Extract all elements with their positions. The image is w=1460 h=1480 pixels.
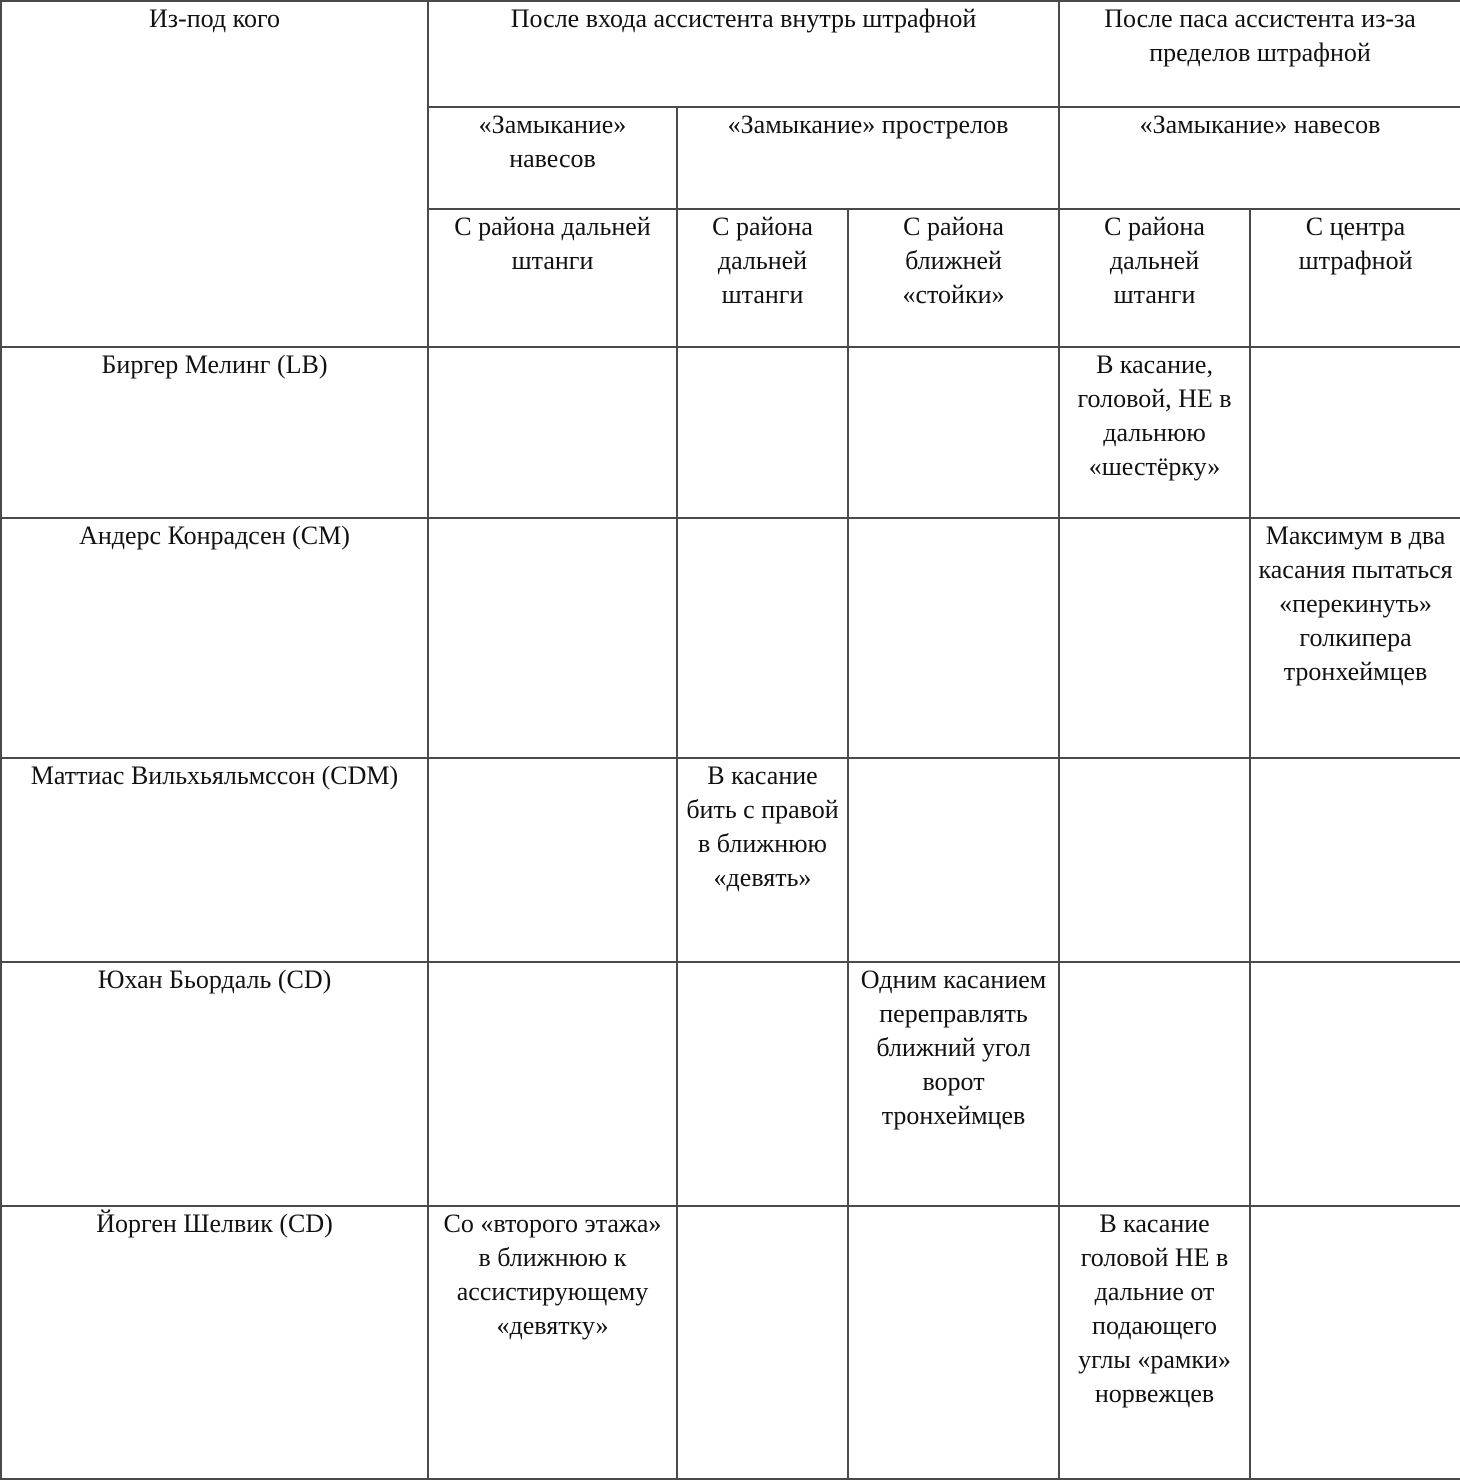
table-row	[1, 758, 1460, 962]
header-outside-box: После паса ассистента из-за пределов штрафной	[1059, 1, 1460, 107]
header-from-whom: Из-под кого	[1, 1, 428, 347]
header-inside-box: После входа ассистента внутрь штрафной	[428, 1, 1059, 107]
table-row	[1, 1206, 1460, 1479]
table-cell	[848, 758, 1059, 962]
table-cell: Одним касанием переправлять ближний угол ворот тронхеймцев	[848, 962, 1059, 1206]
player-name: Маттиас Вильхьяльмссон (CDM)	[1, 758, 428, 962]
table-row	[1, 518, 1460, 758]
table-cell	[1059, 518, 1250, 758]
header-area-box-center: С центра штрафной	[1250, 209, 1460, 347]
table-cell	[428, 758, 677, 962]
table-cell	[428, 962, 677, 1206]
table-cell	[1059, 962, 1250, 1206]
table-cell	[677, 347, 848, 518]
table-cell	[1250, 758, 1460, 962]
table-cell	[848, 518, 1059, 758]
table-cell	[1250, 1206, 1460, 1479]
table-cell	[848, 1206, 1059, 1479]
table-cell	[677, 1206, 848, 1479]
table-cell: В касание, головой, НЕ в дальнюю «шестёрку»	[1059, 347, 1250, 518]
header-outside-crosses: «Замыкание» навесов	[1059, 107, 1460, 209]
table-cell	[428, 347, 677, 518]
header-area-far-post: С района дальней штанги	[428, 209, 677, 347]
table-cell	[1250, 962, 1460, 1206]
table-cell	[428, 518, 677, 758]
table-cell	[848, 347, 1059, 518]
player-name: Андерс Конрадсен (CM)	[1, 518, 428, 758]
player-name: Биргер Мелинг (LB)	[1, 347, 428, 518]
table-cell: В касание головой НЕ в дальние от подающего углы «рамки» норвежцев	[1059, 1206, 1250, 1479]
header-inside-cutbacks: «Замыкание» прострелов	[677, 107, 1059, 209]
table-row	[1, 347, 1460, 518]
header-inside-crosses: «Замыкание» навесов	[428, 107, 677, 209]
header-row-groups	[1, 1, 1460, 107]
header-area-far-post: С района дальней штанги	[1059, 209, 1250, 347]
table-row	[1, 962, 1460, 1206]
table-cell	[1059, 758, 1250, 962]
table-cell: В касание бить с правой в ближнюю «девять»	[677, 758, 848, 962]
table-cell: Со «второго этажа» в ближнюю к ассистирующему «девятку»	[428, 1206, 677, 1479]
header-area-near-post: С района ближней «стойки»	[848, 209, 1059, 347]
table-cell	[1250, 347, 1460, 518]
table-cell	[677, 962, 848, 1206]
table-cell: Максимум в два касания пытаться «перекинуть» голкипера тронхеймцев	[1250, 518, 1460, 758]
player-name: Юхан Бьордаль (CD)	[1, 962, 428, 1206]
player-name: Йорген Шелвик (CD)	[1, 1206, 428, 1479]
header-area-far-post: С района дальней штанги	[677, 209, 848, 347]
table-cell	[677, 518, 848, 758]
